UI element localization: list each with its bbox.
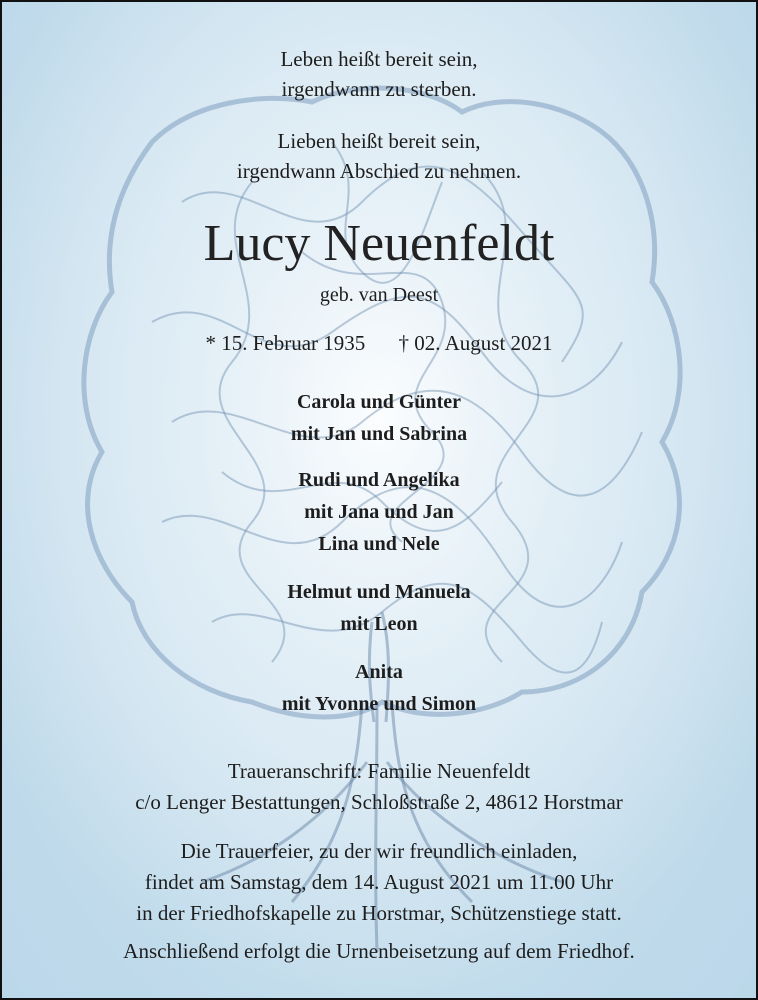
- family-group: [2, 576, 756, 640]
- family-line: Carola und Günter: [296, 391, 462, 413]
- service-line: in der Friedhofskapelle zu Horstmar, Schützenstiege statt.: [136, 901, 622, 925]
- mourning-address: [2, 756, 756, 818]
- burial-note: Anschließend erfolgt die Urnenbeisetzung auf dem Friedhof.: [123, 939, 635, 963]
- life-dates: [2, 329, 756, 357]
- obituary-text: [2, 2, 756, 998]
- poem-stanza-2: [2, 126, 756, 186]
- address-line: Traueranschrift: Familie Neuenfeldt: [227, 759, 531, 783]
- family-line: Lina und Nele: [318, 533, 440, 555]
- service-line: findet am Samstag, dem 14. August 2021 um 11.00 Uhr: [144, 870, 614, 894]
- deceased-name: Lucy Neuenfeldt: [203, 215, 555, 272]
- family-group: [2, 386, 756, 450]
- family-group: [2, 656, 756, 720]
- funeral-service-info: [2, 836, 756, 929]
- family-group: [2, 464, 756, 560]
- birth-name: geb. van Deest: [319, 284, 439, 306]
- family-line: mit Leon: [340, 613, 418, 635]
- family-line: Rudi und Angelika: [298, 469, 460, 491]
- poem-stanza-1: [2, 44, 756, 104]
- poem-line: irgendwann Abschied zu nehmen.: [236, 159, 522, 183]
- family-line: mit Yvonne und Simon: [281, 693, 477, 715]
- birth-date: * 15. Februar 1935: [205, 331, 366, 355]
- family-line: mit Jan und Sabrina: [290, 423, 468, 445]
- address-line: c/o Lenger Bestattungen, Schloßstraße 2, 48612 Horstmar: [135, 790, 623, 814]
- poem-line: Lieben heißt bereit sein,: [277, 129, 481, 153]
- family-line: mit Jana und Jan: [304, 501, 454, 523]
- death-date: † 02. August 2021: [398, 331, 553, 355]
- family-line: Helmut und Manuela: [287, 581, 471, 603]
- poem-line: irgendwann zu sterben.: [281, 77, 477, 101]
- service-line: Die Trauerfeier, zu der wir freundlich einladen,: [180, 839, 578, 863]
- family-line: Anita: [355, 661, 403, 683]
- poem-line: Leben heißt bereit sein,: [280, 47, 478, 71]
